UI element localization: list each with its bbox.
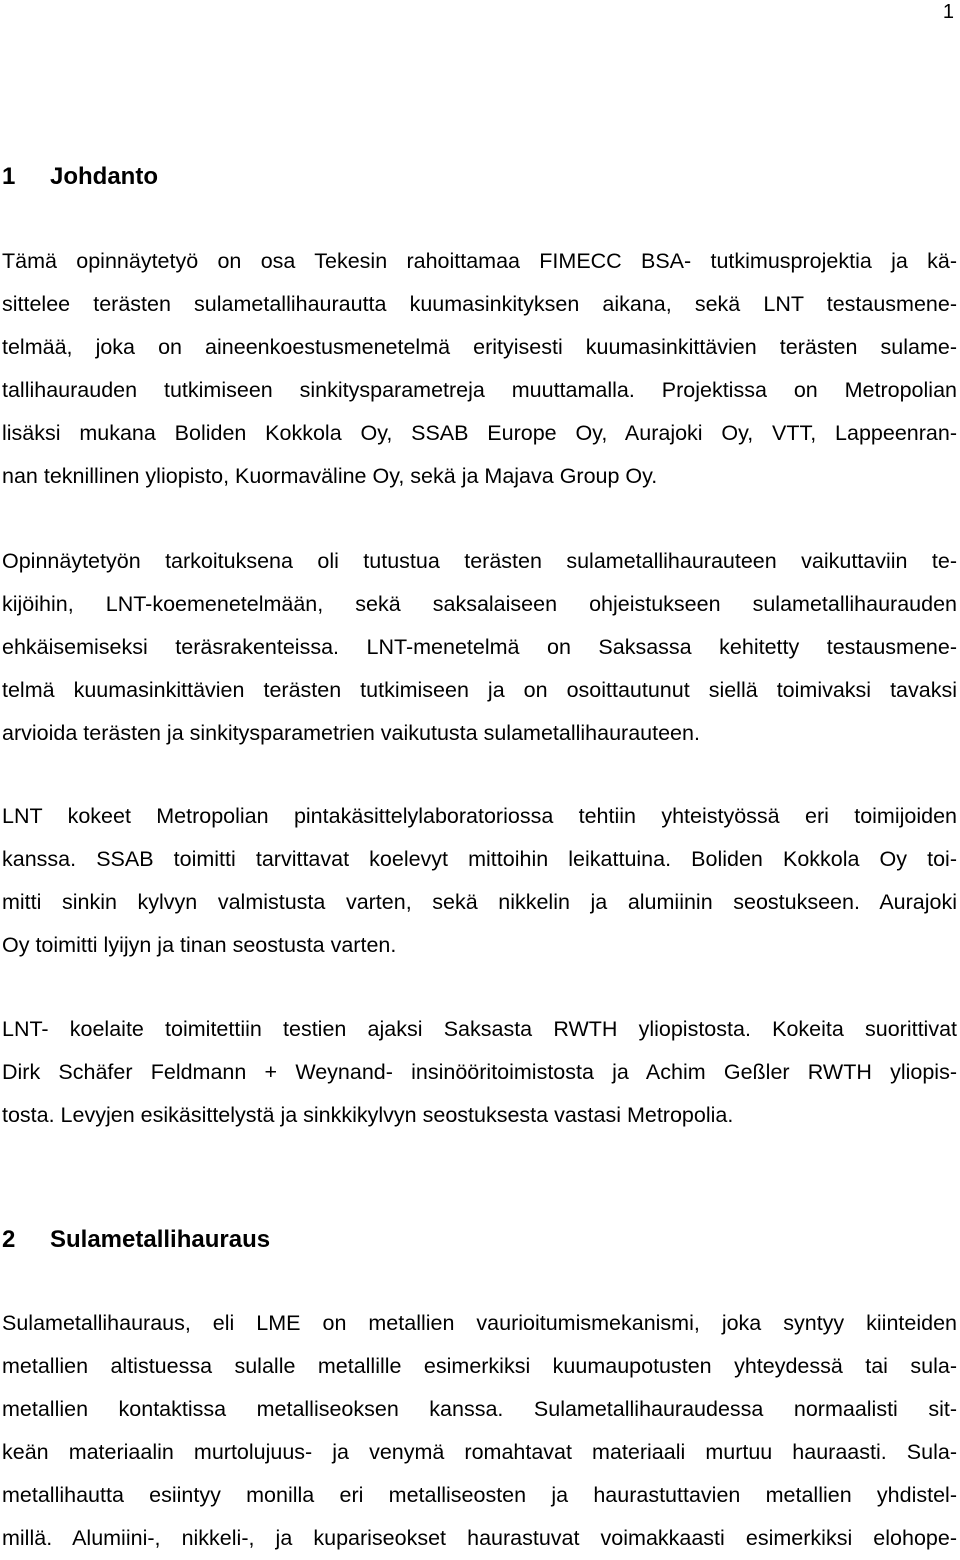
text-line: Oy toimitti lyijyn ja tinan seostusta varten. xyxy=(2,933,397,957)
paragraph xyxy=(2,540,957,755)
text-line: tallihaurauden tutkimiseen sinkitysparametreja muuttamalla. Projektissa on Metropolian xyxy=(2,378,957,402)
text-line: metallihautta esiintyy monilla eri metalliseosten ja haurastuttavien metallien yhdistel- xyxy=(2,1483,957,1507)
text-line: mitti sinkin kylvyn valmistusta varten, sekä nikkelin ja alumiinin seostukseen. Aurajoki xyxy=(2,890,957,914)
text-line: lisäksi mukana Boliden Kokkola Oy, SSAB Europe Oy, Aurajoki Oy, VTT, Lappeenran- xyxy=(2,421,957,445)
text-line: LNT- koelaite toimitettiin testien ajaksi Saksasta RWTH yliopistosta. Kokeita suorittivat xyxy=(2,1017,957,1041)
section-number: 1 xyxy=(2,163,16,190)
section-heading-johdanto xyxy=(2,162,158,192)
text-line: arvioida terästen ja sinkitysparametrien vaikutusta sulametallihaurauteen. xyxy=(2,721,700,745)
text-line: Dirk Schäfer Feldmann + Weynand- insinööritoimistosta ja Achim Geßler RWTH yliopis- xyxy=(2,1060,957,1084)
text-line: millä. Alumiini-, nikkeli-, ja kupariseokset haurastuvat voimakkaasti esimerkiksi elohope- xyxy=(2,1526,957,1550)
section-number: 2 xyxy=(2,1226,16,1253)
section-heading-sulametallihauraus xyxy=(2,1225,270,1255)
text-line: nan teknillinen yliopisto, Kuormaväline Oy, sekä ja Majava Group Oy. xyxy=(2,464,658,488)
text-line: kijöihin, LNT-koemenetelmään, sekä saksalaiseen ohjeistukseen sulametallihaurauden xyxy=(2,592,957,616)
text-line: metallien altistuessa sulalle metallille esimerkiksi kuumaupotusten yhteydessä tai sula- xyxy=(2,1354,957,1378)
section-title: Johdanto xyxy=(50,163,158,190)
text-line: LNT kokeet Metropolian pintakäsittelylaboratoriossa tehtiin yhteistyössä eri toimijoiden xyxy=(2,804,957,828)
text-line: keän materiaalin murtolujuus- ja venymä romahtavat materiaali murtuu hauraasti. Sula- xyxy=(2,1440,957,1464)
text-line: kanssa. SSAB toimitti tarvittavat koelevyt mittoihin leikattuina. Boliden Kokkola Oy toi- xyxy=(2,847,957,871)
paragraph xyxy=(2,240,957,498)
text-line: tosta. Levyjen esikäsittelystä ja sinkkikylvyn seostuksesta vastasi Metropolia. xyxy=(2,1103,734,1127)
text-line: ehkäisemiseksi teräsrakenteissa. LNT-menetelmä on Saksassa kehitetty testausmene- xyxy=(2,635,957,659)
paragraph xyxy=(2,1008,957,1137)
paragraph xyxy=(2,1302,957,1560)
text-line: Opinnäytetyön tarkoituksena oli tutustua terästen sulametallihaurauteen vaikuttaviin te- xyxy=(2,549,957,573)
text-line: telmä kuumasinkittävien terästen tutkimiseen ja on osoittautunut siellä toimivaksi tavaksi xyxy=(2,678,957,702)
text-line: Tämä opinnäytetyö on osa Tekesin rahoittamaa FIMECC BSA- tutkimusprojektia ja kä- xyxy=(2,249,957,273)
text-line: sittelee terästen sulametallihaurautta kuumasinkityksen aikana, sekä LNT testausmene- xyxy=(2,292,957,316)
paragraph xyxy=(2,795,957,967)
text-line: Sulametallihauraus, eli LME on metallien vaurioitumismekanismi, joka syntyy kiinteiden xyxy=(2,1311,957,1335)
page-number: 1 xyxy=(942,1,954,23)
section-title: Sulametallihauraus xyxy=(50,1226,271,1253)
text-line: metallien kontaktissa metalliseoksen kanssa. Sulametallihauraudessa normaalisti sit- xyxy=(2,1397,957,1421)
text-line: telmää, joka on aineenkoestusmenetelmä erityisesti kuumasinkittävien terästen sulame- xyxy=(2,335,957,359)
